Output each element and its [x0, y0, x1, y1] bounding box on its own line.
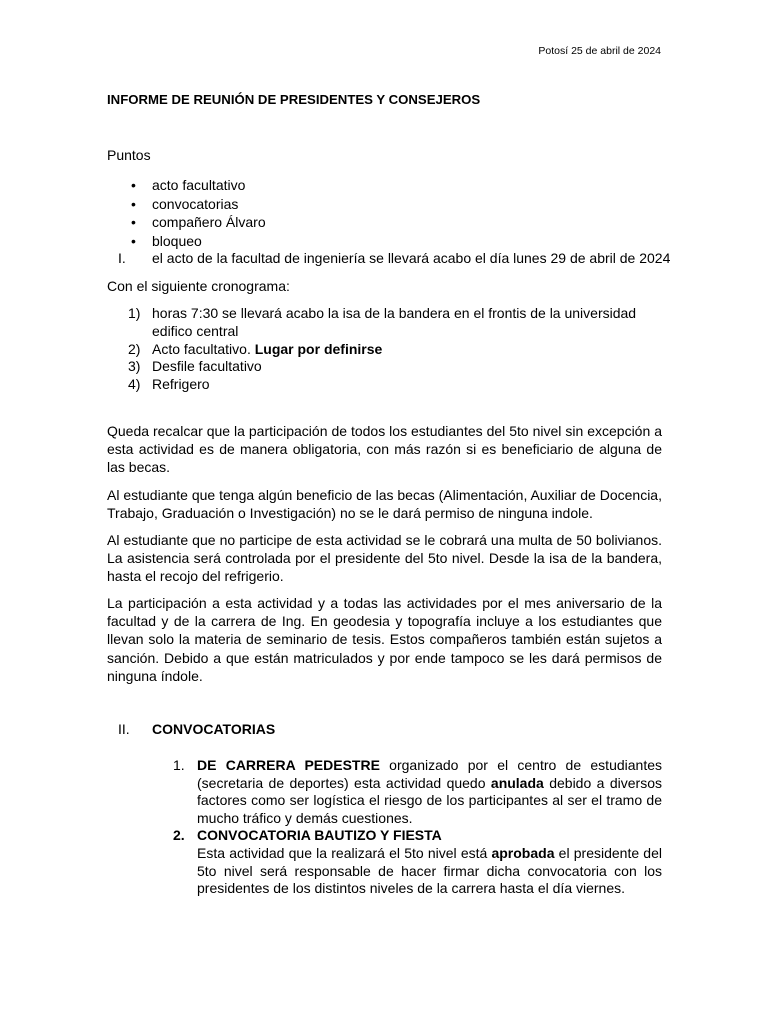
bullet-icon: •: [131, 232, 136, 249]
bullet-icon: •: [131, 214, 136, 230]
convocatorias-list: [170, 757, 662, 898]
paragraph: Queda recalcar que la participación de todos los estudiantes del 5to nivel sin excepción a esta actividad es de manera obligatoria, con más razón si es beneficiario de alguna de las becas.: [107, 423, 662, 476]
paragraph: La participación a esta actividad y a todas las actividades por el mes aniversario de la facultad y de la carrera de Ing. En geodesia y topografía incluye a los estudiantes que llevan solo la materia de seminario de tesis. Estos compañeros también están sujetos a sanción. Debido a que están matriculados y por ende tampoco se les dará permisos de ninguna índole.: [107, 595, 662, 684]
item-bold-text: anulada: [490, 774, 544, 791]
item-number: 2): [128, 340, 141, 357]
item-number: 1.: [173, 757, 185, 773]
document-date: Potosí 25 de abril de 2024: [538, 45, 661, 57]
paragraph: Al estudiante que tenga algún beneficio de las becas (Alimentación, Auxiliar de Docencia, Trabajo, Graduación o Investigación) no se le dará permiso de ninguna indole.: [107, 487, 662, 522]
item-text: el presidente del 5to nivel será responsable de hacer firmar dicha convocatoria con los presidentes de los distintos niveles de la carrera hasta el día viernes.: [197, 844, 662, 897]
list-item: [107, 213, 266, 232]
document-title: INFORME DE REUNIÓN DE PRESIDENTES Y CONSEJEROS: [107, 92, 481, 107]
list-item: [107, 376, 662, 394]
item-bold-text: Lugar por definirse: [254, 340, 383, 357]
bullet-text: bloqueo: [152, 232, 202, 249]
bullet-text: convocatorias: [152, 195, 239, 212]
puntos-label: Puntos: [107, 147, 151, 163]
item-bold-text: aprobada: [491, 844, 555, 861]
list-item: [107, 305, 662, 341]
item-heading: CONVOCATORIA BAUTIZO Y FIESTA: [197, 827, 442, 844]
bullet-text: compañero Álvaro: [152, 214, 266, 230]
cronograma-label: Con el siguiente cronograma:: [107, 278, 290, 294]
item-text: organizado por el centro de estudiantes (secretaria de deportes) esta actividad quedo: [197, 757, 662, 791]
item-heading: DE CARRERA PEDESTRE: [197, 757, 380, 773]
item-number: 3): [128, 358, 141, 375]
list-item: [107, 358, 662, 376]
list-item: [107, 176, 266, 195]
bullet-text: acto facultativo: [152, 177, 246, 193]
list-item: [170, 757, 662, 827]
item-text: Esta actividad que la realizará el 5to nivel está: [197, 844, 492, 861]
section-2-title: CONVOCATORIAS: [152, 721, 276, 737]
section-1-text: el acto de la facultad de ingeniería se llevará acabo el día lunes 29 de abril de 2024: [152, 250, 671, 266]
section-2-numeral: II.: [118, 721, 130, 737]
item-text: debido a diversos factores como ser logística el riesgo de los participantes al ser el tramo de mucho tráfico y demás cuestiones.: [197, 774, 662, 826]
item-text: Desfile facultativo: [152, 358, 262, 375]
list-item: [107, 195, 266, 214]
bullet-icon: •: [131, 195, 136, 212]
item-number: 2.: [173, 827, 185, 844]
section-1-numeral: I.: [118, 250, 126, 266]
list-item: [170, 827, 662, 897]
agenda-bullet-list: [107, 176, 266, 250]
item-number: 4): [128, 376, 141, 393]
item-text: Refrigero: [152, 376, 210, 393]
paragraph: Al estudiante que no participe de esta actividad se le cobrará una multa de 50 bolivianos. La asistencia será controlada por el presidente del 5to nivel. Desde la isa de la bandera, hasta el recojo del refrigerio.: [107, 532, 662, 585]
item-number: 1): [128, 305, 141, 321]
item-text: Acto facultativo.: [152, 340, 255, 357]
list-item: [107, 341, 662, 359]
list-item: [107, 232, 266, 251]
bullet-icon: •: [131, 177, 136, 193]
cronograma-list: [107, 305, 662, 394]
item-text: horas 7:30 se llevará acabo la isa de la bandera en el frontis de la universidad edifico central: [152, 305, 637, 339]
